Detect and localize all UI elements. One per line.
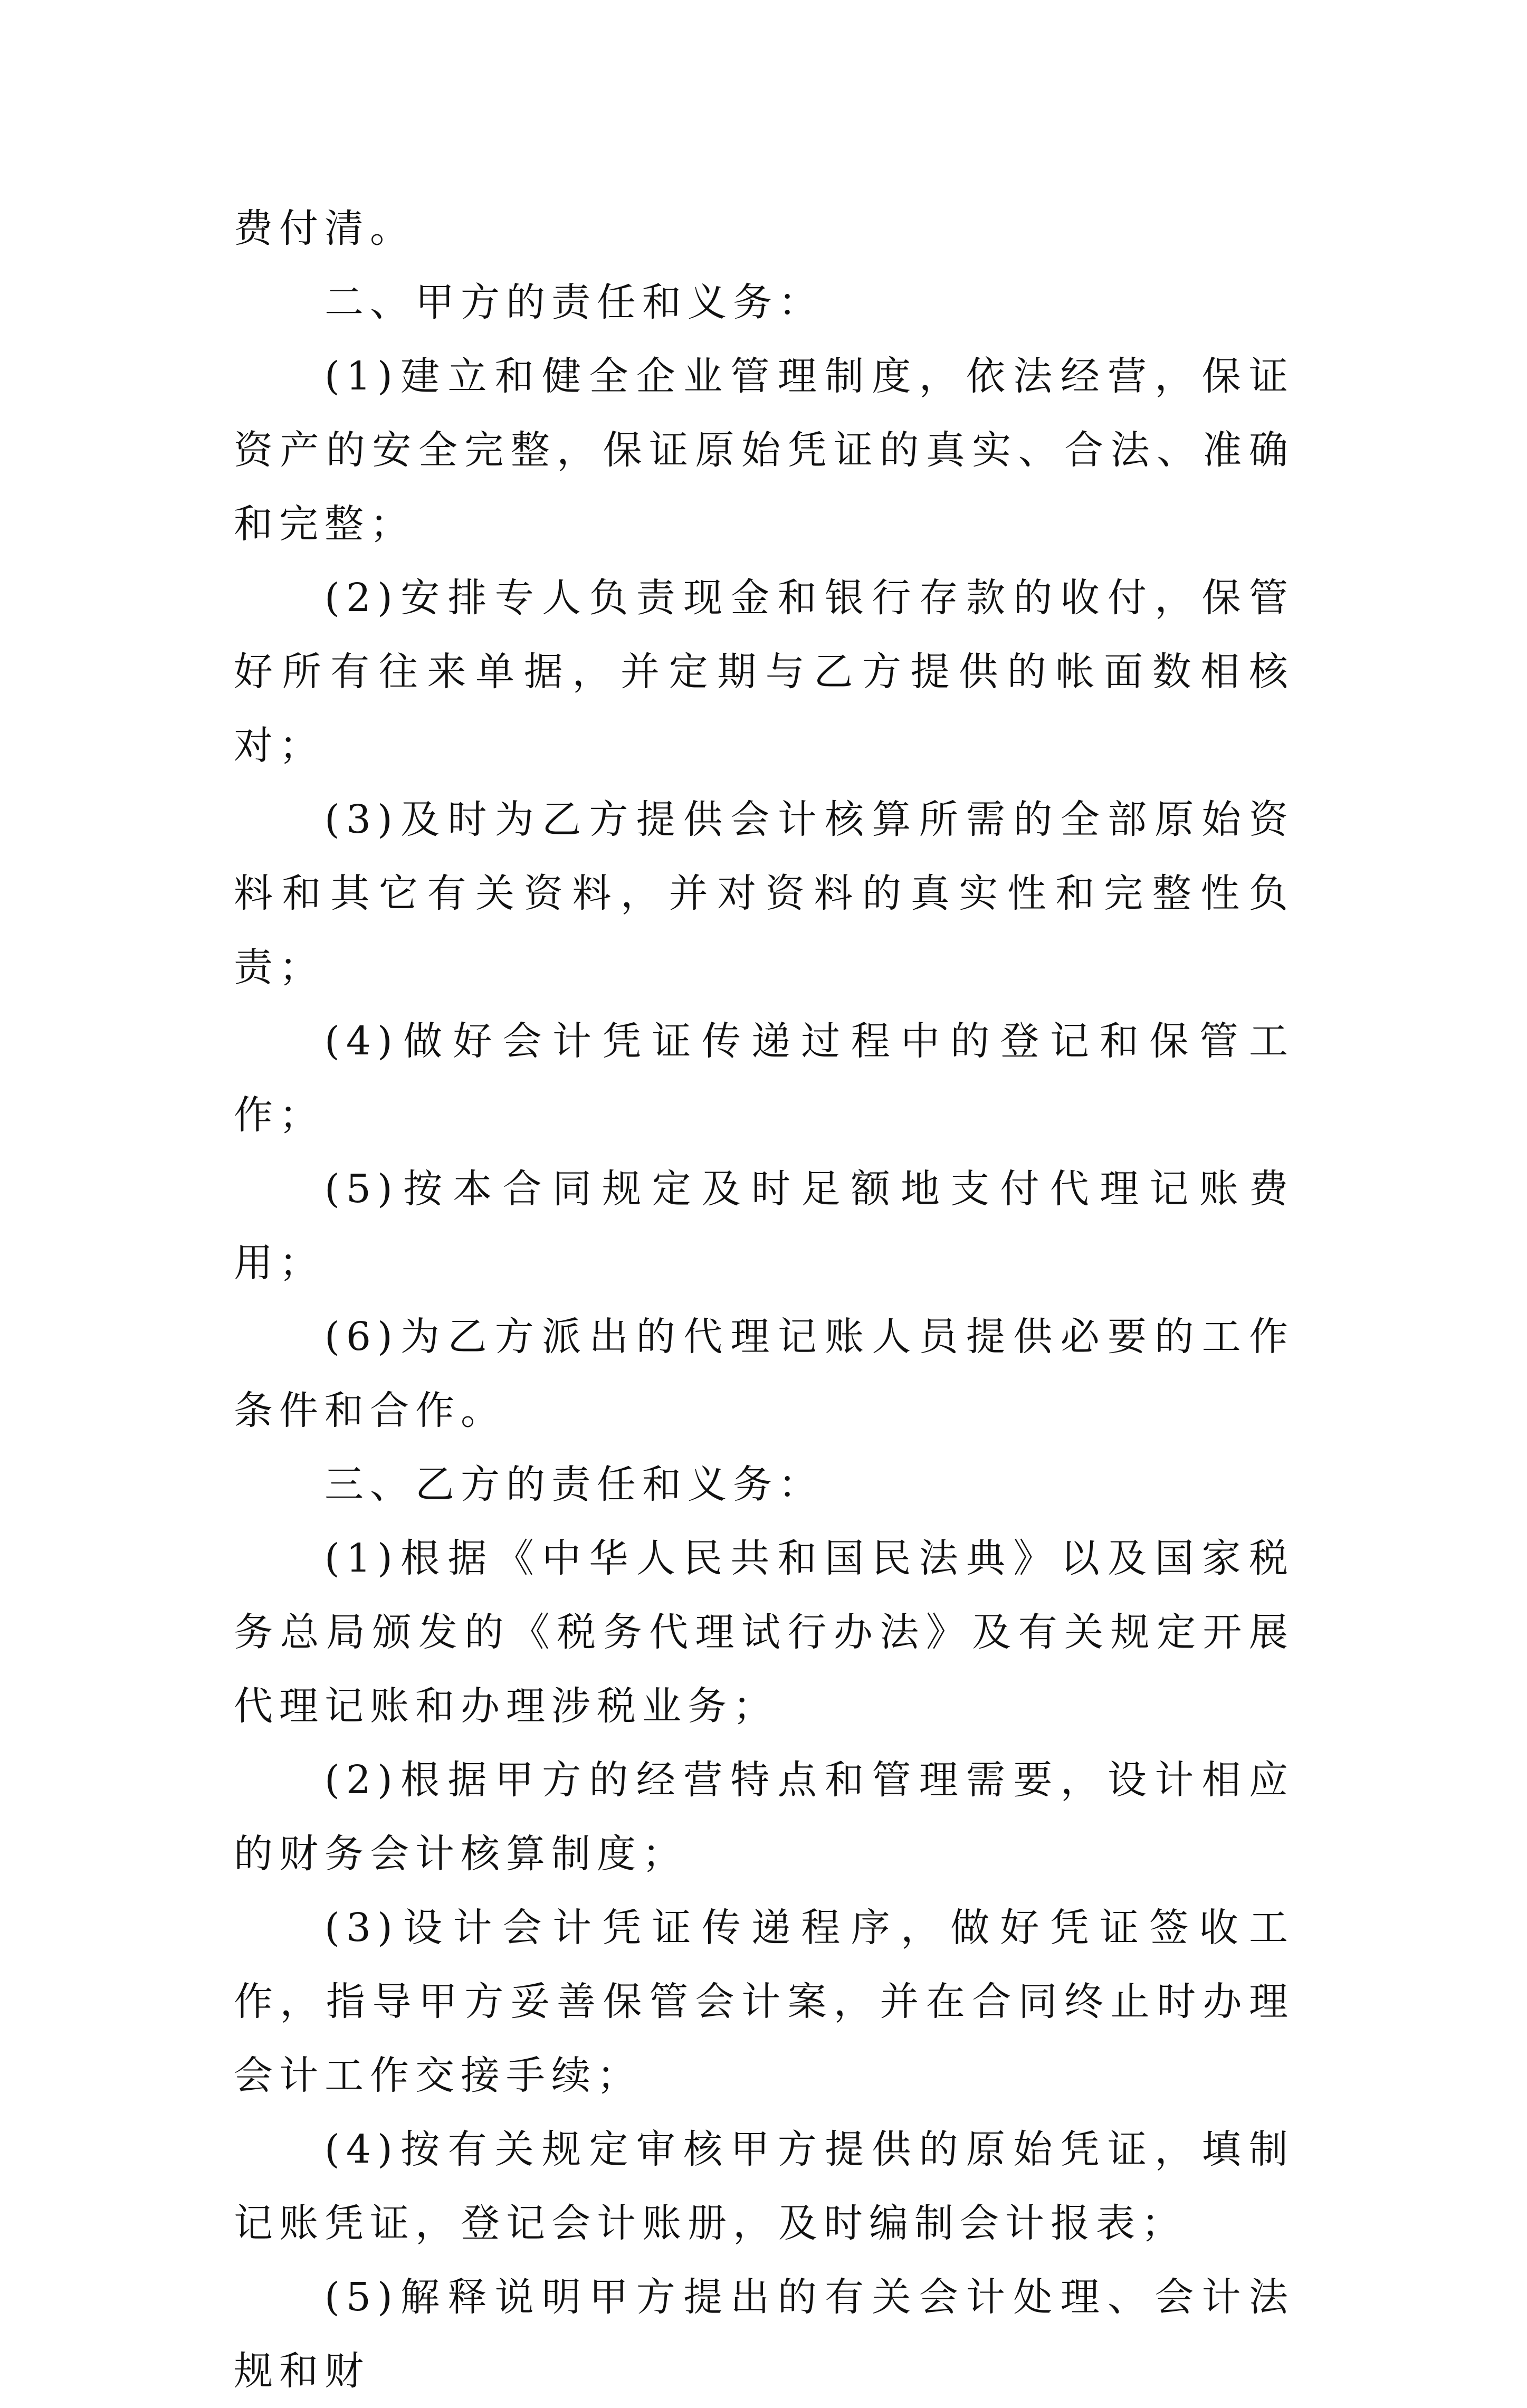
clause-a-5: (5)按本合同规定及时足额地支付代理记账费用； [234, 1166, 1294, 1286]
clause-a-6: (6)为乙方派出的代理记账人员提供必要的工作条件和合作。 [234, 1314, 1294, 1433]
clause-a-4: (4)做好会计凭证传递过程中的登记和保管工作； [234, 1019, 1294, 1138]
clause-b-3: (3)设计会计凭证传递程序，做好凭证签收工作，指导甲方妥善保管会计案，并在合同终止时办理会计工作交接手续； [234, 1905, 1294, 2098]
section-heading-party-a: 二、甲方的责任和义务： [325, 280, 824, 325]
paragraph-continuation: 费付清。 [234, 206, 415, 251]
clause-b-1: (1)根据《中华人民共和国民法典》以及国家税务总局颁发的《税务代理试行办法》及有关规定开展代理记账和办理涉税业务； [234, 1536, 1294, 1729]
clause-b-4: (4)按有关规定审核甲方提供的原始凭证，填制记账凭证，登记会计账册，及时编制会计报表； [234, 2127, 1294, 2246]
clause-a-3: (3)及时为乙方提供会计核算所需的全部原始资料和其它有关资料，并对资料的真实性和完整性负责； [234, 797, 1294, 990]
document-body [234, 192, 1294, 2408]
clause-a-2: (2)安排专人负责现金和银行存款的收付，保管好所有往来单据，并定期与乙方提供的帐面数相核对； [234, 575, 1294, 768]
section-heading-party-b: 三、乙方的责任和义务： [325, 1462, 824, 1507]
clause-a-1: (1)建立和健全企业管理制度，依法经营，保证资产的安全完整，保证原始凭证的真实、合法、准确和完整； [234, 354, 1294, 547]
clause-b-2: (2)根据甲方的经营特点和管理需要，设计相应的财务会计核算制度； [234, 1757, 1294, 1877]
clause-b-5: (5)解释说明甲方提出的有关会计处理、会计法规和财 [234, 2274, 1294, 2394]
